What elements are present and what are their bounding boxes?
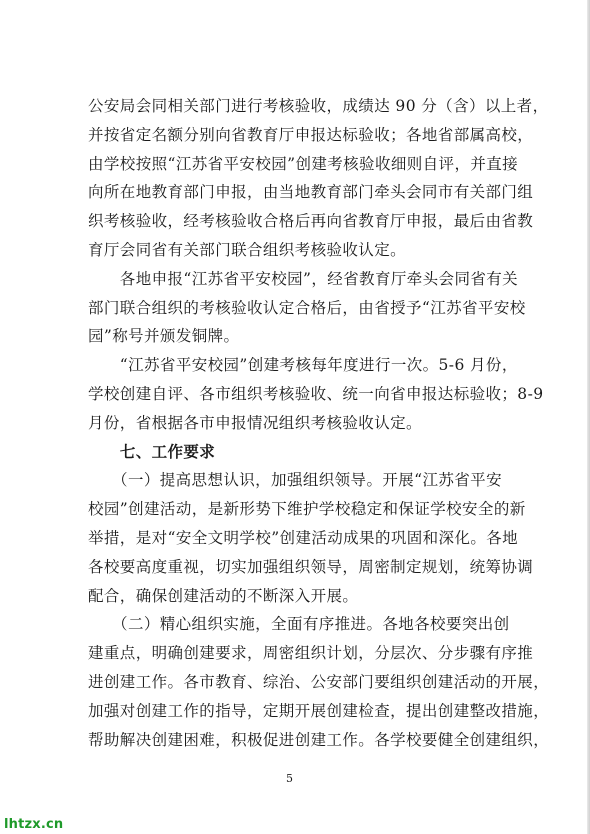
text-line: 配合，确保创建活动的不断深入开展。	[88, 586, 359, 605]
text-line: 部门联合组织的考核验收认定合格后，由省授予“江苏省平安校	[88, 298, 526, 317]
page-number: 5	[286, 772, 293, 785]
text-line: 育厅会同省有关部门联合组织考核验收认定。	[88, 240, 407, 259]
text-line: 各校要高度重视，切实加强组织领导，周密制定规划，统筹协调	[88, 557, 534, 576]
text-line: 并按省定名额分别向省教育厅申报达标验收；各地省部属高校，	[88, 125, 534, 144]
text-line: （二）精心组织实施，全面有序推进。各地各校要突出创	[88, 615, 510, 634]
text-line: 由学校按照“江苏省平安校园”创建考核验收细则自评，并直接	[88, 154, 519, 173]
text-line: “江苏省平安校园”创建考核每年度进行一次。5-6 月份，	[88, 356, 518, 375]
text-line: 各地申报“江苏省平安校园”，经省教育厅牵头会同省有关	[88, 269, 519, 288]
text-line: 建重点，明确创建要求，周密组织计划，分层次、分步骤有序推	[88, 644, 534, 663]
text-line: 园”称号并颁发铜牌。	[88, 327, 240, 346]
section-heading: 七、工作要求	[88, 442, 216, 461]
text-line: 学校创建自评、各市组织考核验收、统一向省申报达标验收；8-9	[88, 384, 544, 403]
text-line: （一）提高思想认识，加强组织领导。开展“江苏省平安	[88, 471, 502, 490]
text-line: 公安局会同相关部门进行考核验收，成绩达 90 分（含）以上者，	[88, 97, 549, 115]
text-line: 加强对创建工作的指导，定期开展创建检查，提出创建整改措施，	[88, 701, 550, 720]
text-line: 进创建工作。各市教育、综治、公安部门要组织创建活动的开展，	[88, 672, 550, 691]
text-line: 织考核验收，经考核验收合格后再向省教育厅申报，最后由省教	[88, 212, 534, 231]
text-line: 向所在地教育部门申报，由当地教育部门牵头会同市有关部门组	[88, 183, 534, 202]
site-watermark: lhtzx.cn	[4, 817, 64, 832]
body-text	[88, 92, 550, 754]
text-line: 月份，省根据各市申报情况组织考核验收认定。	[88, 413, 422, 432]
text-line: 举措，是对“安全文明学校”创建活动成果的巩固和深化。各地	[88, 528, 519, 547]
text-line: 帮助解决创建困难，积极促进创建工作。各学校要健全创建组织，	[88, 730, 550, 749]
text-line: 校园”创建活动，是新形势下维护学校稳定和保证学校安全的新	[88, 500, 526, 519]
